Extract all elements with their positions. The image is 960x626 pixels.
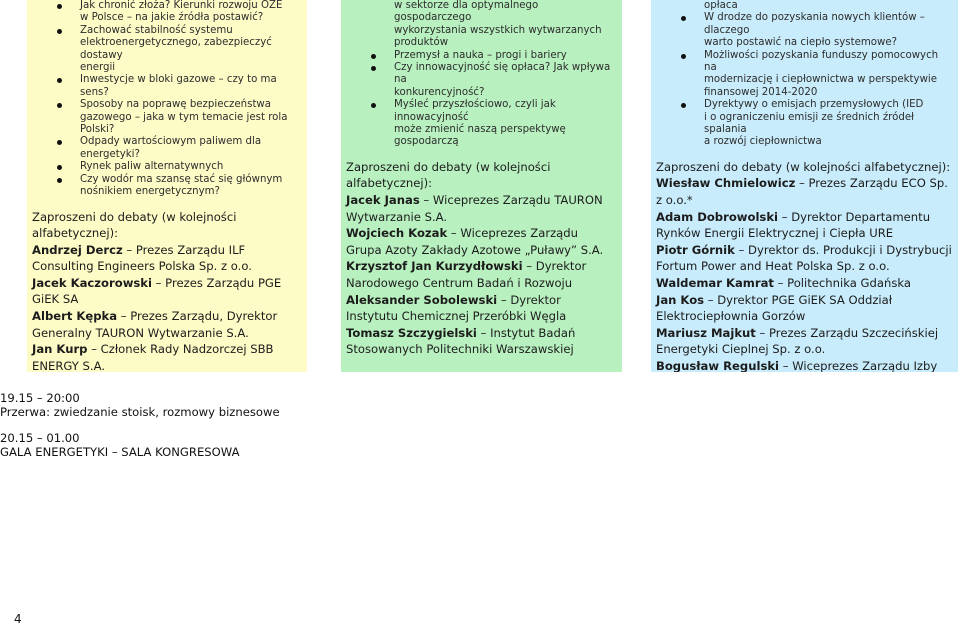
speaker-role: Prezes Zarządu PGE GiEK SA [32,275,282,307]
topic-item: produktów [394,37,449,49]
schedule-item-gala [0,431,240,459]
schedule-time: 19.15 – 20:00 [0,391,80,405]
speaker-name: Jan Kurp [32,342,88,357]
speaker-role: Dyrektor Instytutu Chemicznej Przeróbki Węgla [346,292,567,324]
debate-intro: Zaproszeni do debaty (w kolejności alfabetycznej): [32,209,237,241]
topic-item: opłaca [704,0,738,11]
topic-item: nośnikiem energetycznym? [80,186,220,198]
topic-item: finansowej 2014-2020 [704,86,818,98]
topic-item: Czy wodór ma szansę stać się głównym [35,174,302,186]
speaker-list [346,192,616,358]
topic-list [346,0,616,149]
speaker-name: Jacek Janas [346,193,420,208]
speaker-name: Aleksander Sobolewski [346,292,498,307]
speaker-role: Wiceprezes Zarządu Grupa Azoty Zakłady Azotowe „Puławy” S.A. [346,226,604,257]
speaker-name: Tomasz Szczygielski [346,325,477,340]
topic-item: wykorzystania wszystkich wytwarzanych [394,24,602,36]
debate-intro: Zaproszeni do debaty (w kolejności alfabetycznej): [656,159,951,174]
topic-item: Odpady wartościowym paliwem dla [35,136,302,148]
speaker-role: Politechnika Gdańska [787,276,911,291]
speaker-entry: Andrzej Dercz – Prezes Zarządu ILF Consulting Engineers Polska Sp. z o.o. [32,242,252,274]
speaker-role: Prezes Zarządu, Dyrektor Generalny TAURON Wytwarzanie S.A. [32,309,278,340]
speaker-entry: Adam Dobrowolski – Dyrektor Departamentu Rynków Energii Elektrycznej i Ciepła URE [656,209,931,241]
speaker-entry: Waldemar Kamrat – Politechnika Gdańska [656,276,911,291]
speaker-name: Piotr Górnik [656,242,735,257]
topic-item: Przemysł a nauka – progi i bariery [349,50,616,62]
speaker-name: Mariusz Majkut [656,325,756,340]
topic-list [32,0,302,199]
speaker-role: Dyrektor Narodowego Centrum Badań i Rozwoju [346,259,587,291]
speaker-entry: Piotr Górnik – Dyrektor ds. Produkcji i Dystrybucji Fortum Power and Heat Polska Sp. z o.o. [656,242,952,274]
schedule-desc: Przerwa: zwiedzanie stoisk, rozmowy biznesowe [0,405,280,419]
topic-item: Zachować stabilność systemu [35,25,302,37]
topic-item: Sposoby na poprawę bezpieczeństwa [35,99,302,111]
topic-item: gazowego – jaka w tym temacie jest rola Polski? [80,111,288,136]
speaker-role: Wiceprezes Zarządu Izby [792,359,938,372]
topic-item: Myśleć przyszłościowo, czyli jak innowacyjność [349,99,616,124]
speaker-role: Prezes Zarządu ECO Sp. z o.o.* [656,176,948,208]
topic-item: w Polsce – na jakie źródła postawić? [80,12,264,24]
speaker-role: Członek Rady Nadzorczej SBB ENERGY S.A. [32,342,274,372]
topic-item: Dyrektywy o emisjach przemysłowych (IED [659,99,953,111]
speaker-name: Wojciech Kozak [346,226,448,241]
speaker-entry: Jan Kos – Dyrektor PGE GiEK SA Oddział Elektrociepłownia Gorzów [656,292,893,324]
speaker-role: Prezes Zarządu Szczecińskiej Energetyki Cieplnej Sp. z o.o. [656,325,939,357]
speaker-entry: Albert Kępka – Prezes Zarządu, Dyrektor Generalny TAURON Wytwarzanie S.A. [32,309,278,340]
topic-item: Rynek paliw alternatywnych [35,161,302,173]
debate-panel [656,159,953,372]
topic-item: elektroenergetycznego, zabezpieczyć dostawy [80,37,272,61]
speaker-entry: Jacek Janas – Wiceprezes Zarządu TAURON Wytwarzanie S.A. [346,193,603,224]
speaker-role: Prezes Zarządu ILF Consulting Engineers Polska Sp. z o.o. [32,242,252,274]
schedule-time: 20.15 – 01.00 [0,431,80,445]
speaker-role: Dyrektor ds. Produkcji i Dystrybucji Fortum Power and Heat Polska Sp. z o.o. [656,242,952,274]
speaker-entry: Bogusław Regulski – Wiceprezes Zarządu Izby [656,358,953,372]
topic-item: energii [80,62,116,74]
column-left [27,0,307,372]
speaker-name: Albert Kępka [32,309,118,324]
speaker-name: Waldemar Kamrat [656,276,774,291]
speaker-name: Krzysztof Jan Kurzydłowski [346,259,523,274]
speaker-name: Adam Dobrowolski [656,209,779,224]
topic-item: warto postawić na ciepło systemowe? [704,37,898,49]
speaker-entry: Jacek Kaczorowski – Prezes Zarządu PGE GiEK SA [32,275,282,307]
column-middle [341,0,622,372]
debate-intro: Zaproszeni do debaty (w kolejności alfabetycznej): [346,159,551,191]
schedule-desc: GALA ENERGETYKI – SALA KONGRESOWA [0,445,240,459]
debate-panel [32,209,302,373]
speaker-name: Wiesław Chmielowicz [656,176,796,191]
topic-item: konkurencyjność? [394,86,485,98]
debate-panel [346,159,616,358]
speaker-name: Bogusław Regulski [656,359,780,372]
speaker-name: Jan Kos [656,292,705,307]
speaker-entry: Jan Kurp – Członek Rady Nadzorczej SBB ENERGY S.A. [32,342,274,372]
topic-item: Inwestycje w bloki gazowe – czy to ma sens? [35,74,302,99]
speaker-list [656,175,953,372]
topic-item: w sektorze dla optymalnego gospodarczego [394,0,539,24]
column-right [651,0,958,372]
schedule-item-break [0,391,280,419]
topic-item: może zmienić naszą perspektywę gospodarczą [394,124,566,148]
speaker-entry: Wojciech Kozak – Wiceprezes Zarządu Grupa Azoty Zakłady Azotowe „Puławy” S.A. [346,226,604,257]
topic-item: energetyki? [80,148,140,160]
topic-item: W drodze do pozyskania nowych klientów – dlaczego [659,12,953,37]
topic-item: Czy innowacyjność się opłaca? Jak wpływa na [349,62,616,87]
topic-item: Jak chronić złoża? Kierunki rozwoju OZE [35,0,302,12]
speaker-entry: Wiesław Chmielowicz – Prezes Zarządu ECO Sp. z o.o.* [656,176,948,208]
speaker-entry: Tomasz Szczygielski – Instytut Badań Stosowanych Politechniki Warszawskiej [346,325,576,357]
speaker-role: Dyrektor Departamentu Rynków Energii Elektrycznej i Ciepła URE [656,209,931,241]
speaker-entry: Krzysztof Jan Kurzydłowski – Dyrektor Narodowego Centrum Badań i Rozwoju [346,259,587,291]
speaker-entry: Aleksander Sobolewski – Dyrektor Instytutu Chemicznej Przeróbki Węgla [346,292,567,324]
topic-item: a rozwój ciepłownictwa [704,136,822,148]
topic-list [656,0,953,149]
speaker-name: Jacek Kaczorowski [32,275,152,290]
speaker-list [32,242,302,372]
topic-item: modernizację i ciepłownictwa w perspektywie [704,74,937,86]
speaker-name: Andrzej Dercz [32,242,123,257]
topic-item: Możliwości pozyskania funduszy pomocowych na [659,50,953,75]
speaker-role: Wiceprezes Zarządu TAURON Wytwarzanie S.A. [346,193,603,224]
speaker-entry: Mariusz Majkut – Prezes Zarządu Szczecińskiej Energetyki Cieplnej Sp. z o.o. [656,325,939,357]
speaker-role: Dyrektor PGE GiEK SA Oddział Elektrociepłownia Gorzów [656,292,893,324]
topic-item: i o ograniczeniu emisji ze średnich źródeł spalania [704,111,915,136]
speaker-role: Instytut Badań Stosowanych Politechniki Warszawskiej [346,325,576,357]
page-number: 4 [14,612,22,626]
